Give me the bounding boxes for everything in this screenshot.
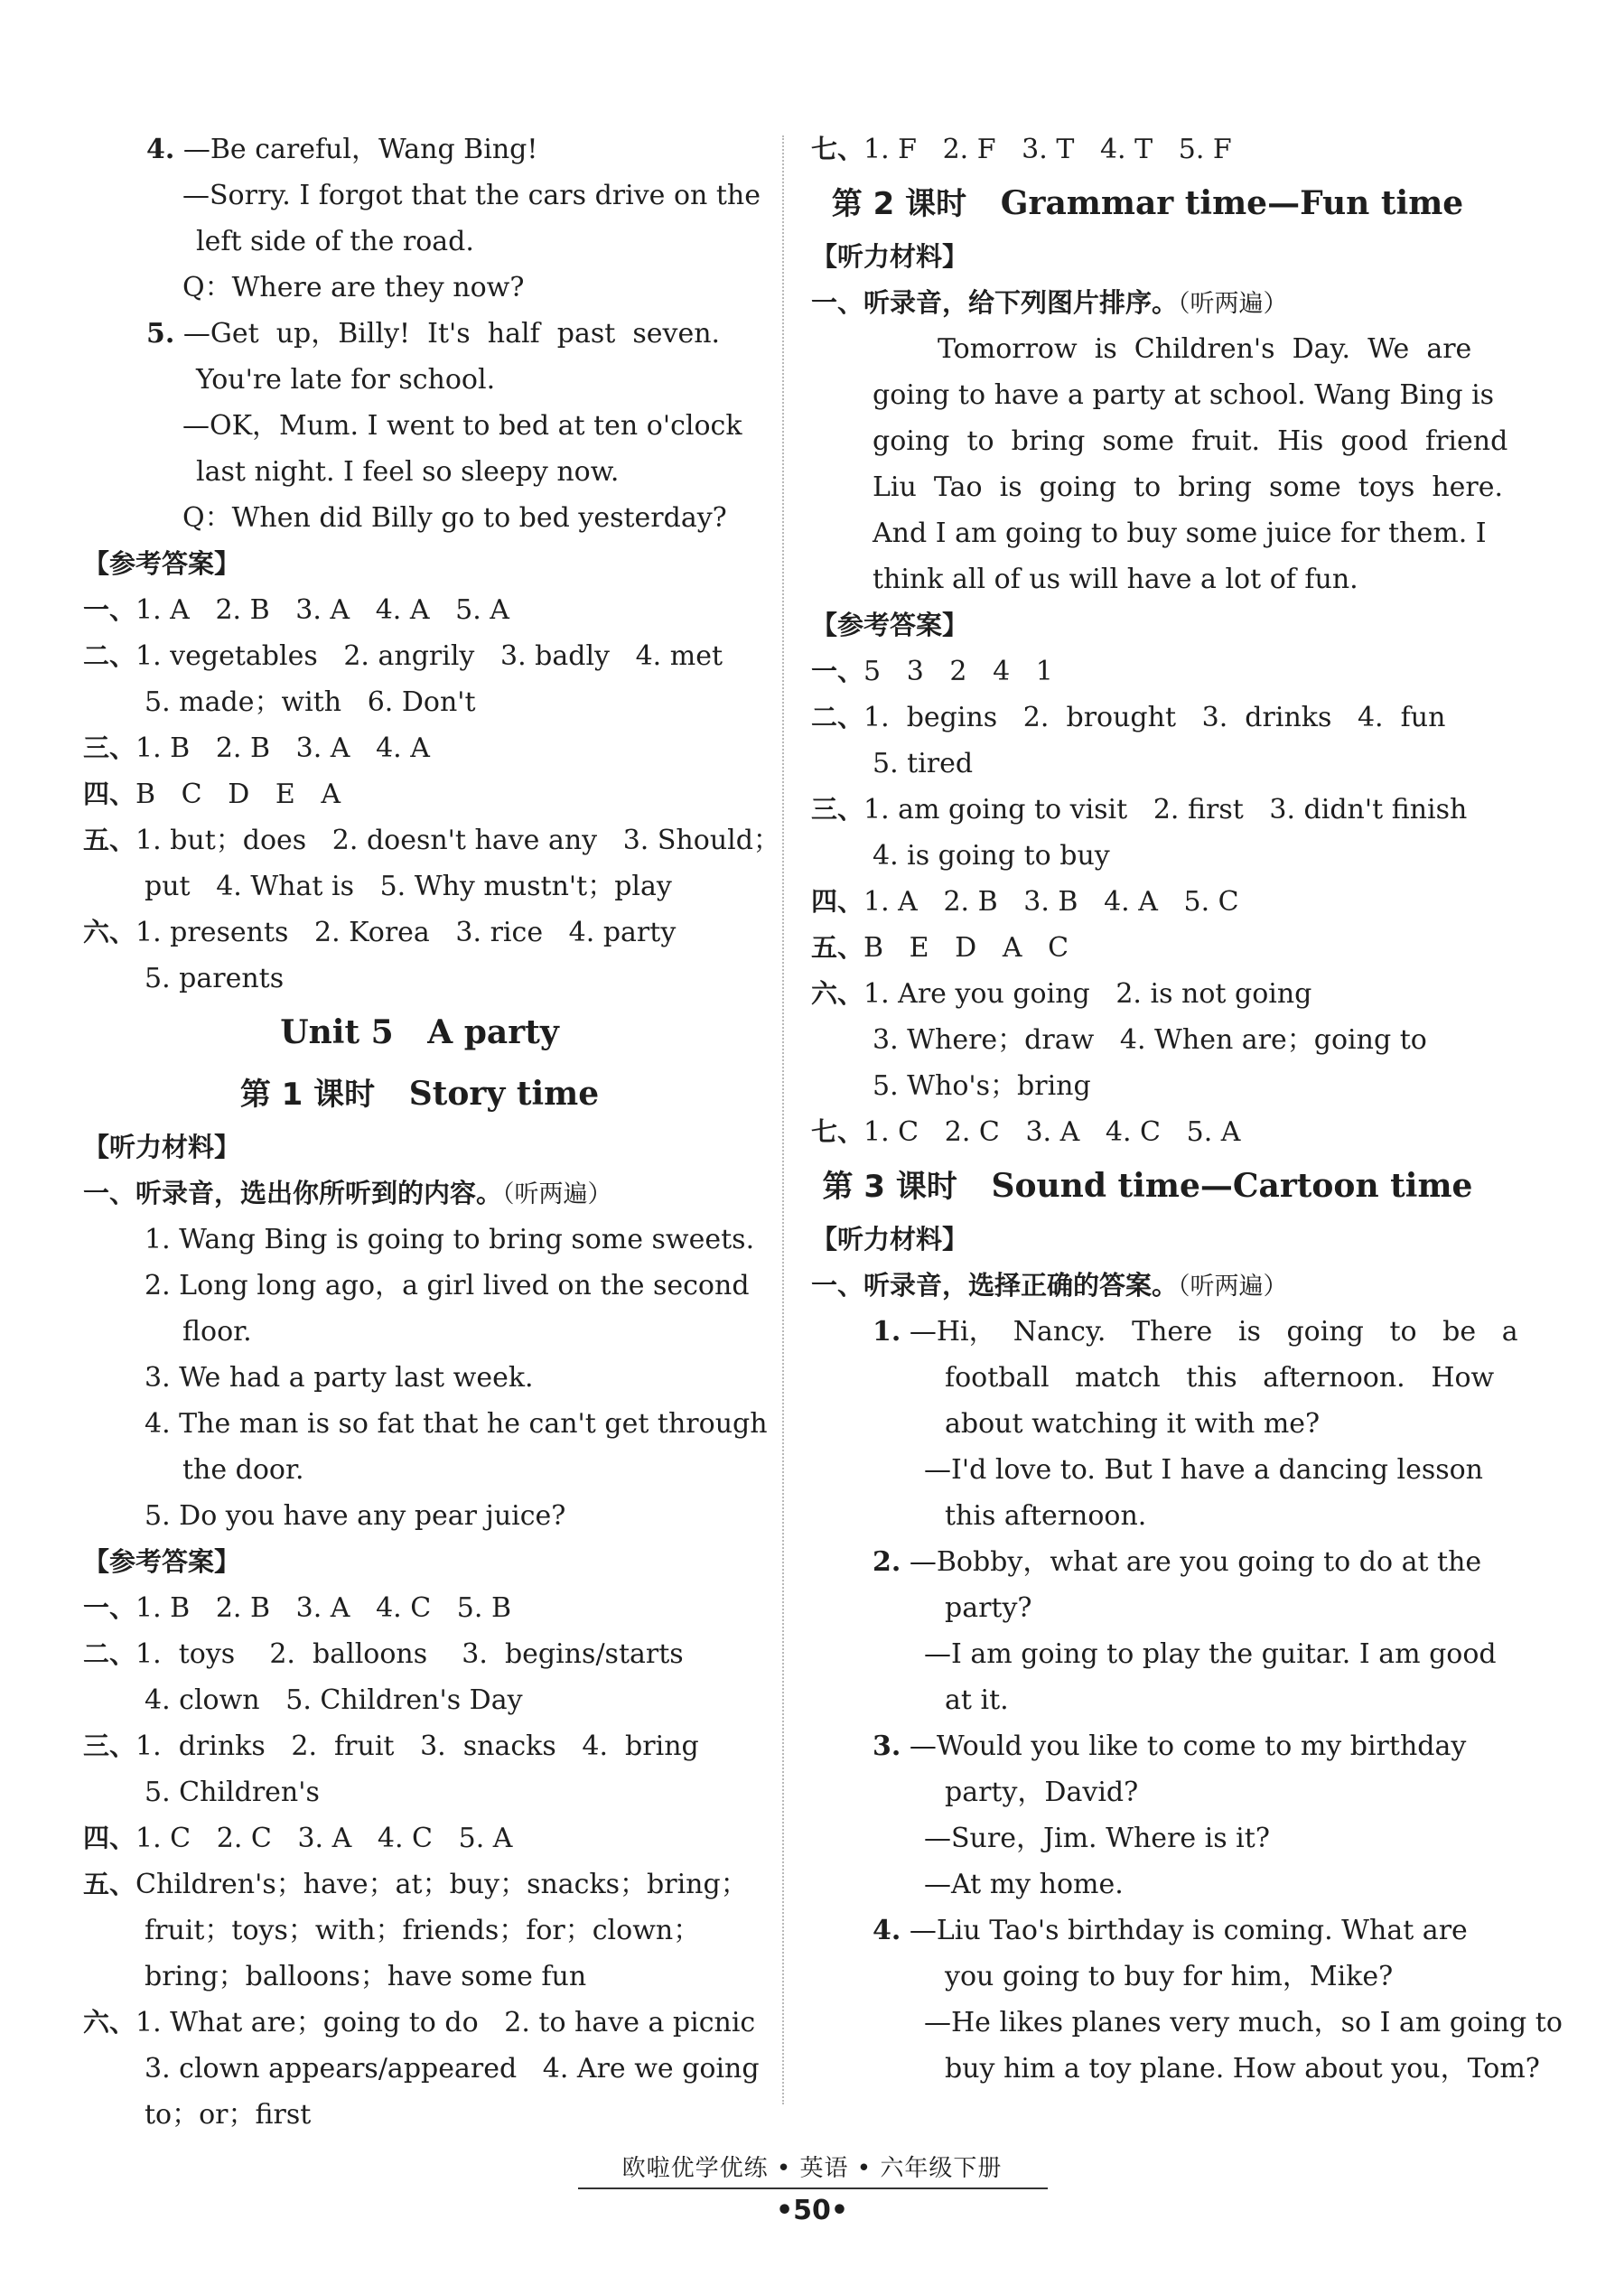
answer-row: 六、1. presents 2. Korea 3. rice 4. party	[83, 917, 677, 948]
answer-row: 七、1. F 2. F 3. T 4. T 5. F	[811, 134, 1232, 165]
listening-question: Q：When did Billy go to bed yesterday?	[182, 502, 727, 534]
listening-line: —I'd love to. But I have a dancing lesson	[924, 1454, 1483, 1486]
listening-item: 4. The man is so fat that he can't get through	[145, 1408, 768, 1440]
listening-instruction: 一、听录音，选择正确的答案。（听两遍）	[811, 1270, 1288, 1301]
answers-header: 【参考答案】	[811, 610, 969, 640]
listening-line: —Sure，Jim. Where is it?	[924, 1823, 1270, 1854]
answer-row: 六、1. Are you going 2. is not going	[811, 978, 1312, 1010]
listening-item: 3. We had a party last week.	[145, 1362, 534, 1394]
answer-row: 一、1. A 2. B 3. A 4. A 5. A	[83, 594, 509, 626]
listening-item-cont: floor.	[182, 1316, 252, 1348]
right-column	[811, 126, 1563, 2092]
lesson-title: 第 1 课时 Story time	[239, 1075, 600, 1113]
answer-row: 四、1. C 2. C 3. A 4. C 5. A	[83, 1823, 513, 1854]
listening-passage-line: think all of us will have a lot of fun.	[873, 564, 1358, 595]
answer-row-cont: 5. tired	[873, 748, 974, 779]
listening-item: 1. Wang Bing is going to bring some sweets.	[145, 1224, 755, 1255]
listening-line: You're late for school.	[196, 364, 496, 396]
listening-question: Q：Where are they now?	[182, 272, 525, 303]
listening-item-3: 3. —Would you like to come to my birthday	[873, 1730, 1467, 1762]
listening-instruction: 一、听录音，选出你所听到的内容。（听两遍）	[83, 1178, 612, 1208]
answer-row: 一、5 3 2 4 1	[811, 656, 1053, 687]
answer-row-cont: to；or；first	[145, 2099, 312, 2131]
answer-row: 二、1. begins 2. brought 3. drinks 4. fun	[811, 702, 1446, 733]
listening-item-4: 4. —Liu Tao's birthday is coming. What are	[873, 1915, 1468, 1946]
listening-header: 【听力材料】	[811, 241, 969, 272]
column-divider	[782, 135, 784, 2104]
answer-row: 四、B C D E A	[83, 779, 341, 810]
answer-row-cont: put 4. What is 5. Why mustn't；play	[145, 871, 672, 902]
listening-line: left side of the road.	[196, 226, 474, 257]
listening-item-2: 2. —Bobby，what are you going to do at the	[873, 1546, 1482, 1578]
listening-passage-line: Liu Tao is going to bring some toys here.	[873, 471, 1504, 503]
answer-row: 五、1. but；does 2. doesn't have any 3. Should；	[83, 825, 780, 856]
answer-row: 五、Children's；have；at；buy；snacks；bring；	[83, 1869, 748, 1900]
listening-line: —OK，Mum. I went to bed at ten o'clock	[182, 410, 742, 442]
page-number: •50•	[775, 2195, 849, 2226]
listening-item-4: 4. —Be careful，Wang Bing!	[146, 134, 538, 165]
unit-title: Unit 5 A party	[280, 1013, 559, 1051]
listening-line: last night. I feel so sleepy now.	[196, 456, 620, 488]
listening-item: 5. Do you have any pear juice?	[145, 1500, 566, 1532]
answer-row-cont: 3. clown appears/appeared 4. Are we going	[145, 2053, 760, 2085]
answer-row-cont: bring；balloons；have some fun	[145, 1961, 587, 1992]
answer-row: 七、1. C 2. C 3. A 4. C 5. A	[811, 1116, 1241, 1148]
answers-header: 【参考答案】	[83, 1546, 241, 1577]
answer-row-cont: 5. parents	[145, 963, 285, 994]
answer-row-cont: 3. Where；draw 4. When are；going to	[873, 1024, 1427, 1056]
answer-row: 三、1. drinks 2. fruit 3. snacks 4. bring	[83, 1730, 699, 1762]
listening-line: you going to buy for him，Mike?	[945, 1961, 1394, 1992]
answer-row-cont: fruit；toys；with；friends；for；clown；	[145, 1915, 701, 1946]
listening-item-5: 5. —Get up，Billy! It's half past seven.	[146, 318, 721, 350]
lesson-title: 第 2 课时 Grammar time—Fun time	[831, 184, 1464, 222]
answer-row: 六、1. What are；going to do 2. to have a picnic	[83, 2007, 756, 2038]
listening-item-1: 1. —Hi， Nancy. There is going to be a	[873, 1316, 1518, 1348]
listening-instruction: 一、听录音，给下列图片排序。（听两遍）	[811, 287, 1288, 318]
answer-row-cont: 5. Children's	[145, 1777, 320, 1808]
answers-header: 【参考答案】	[83, 548, 241, 579]
listening-line: football match this afternoon. How	[945, 1362, 1495, 1394]
left-column	[83, 126, 780, 2138]
listening-header: 【听力材料】	[811, 1224, 969, 1255]
answer-row-cont: 4. clown 5. Children's Day	[145, 1684, 523, 1716]
lesson-title: 第 3 课时 Sound time—Cartoon time	[822, 1167, 1473, 1205]
listening-line: buy him a toy plane. How about you，Tom?	[945, 2053, 1540, 2085]
answer-row: 五、B E D A C	[811, 932, 1069, 964]
answer-row: 一、1. B 2. B 3. A 4. C 5. B	[83, 1592, 512, 1624]
listening-line: —At my home.	[924, 1869, 1124, 1900]
listening-passage-line: And I am going to buy some juice for them. I	[873, 518, 1487, 549]
listening-passage-line: going to bring some fruit. His good friend	[873, 425, 1508, 457]
listening-line: party，David?	[945, 1777, 1139, 1808]
listening-line: about watching it with me?	[945, 1408, 1321, 1440]
answer-row: 三、1. B 2. B 3. A 4. A	[83, 732, 430, 764]
footer-rule	[578, 2187, 1048, 2189]
listening-passage-line: going to have a party at school. Wang Bing is	[873, 379, 1495, 411]
listening-item: 2. Long long ago，a girl lived on the second	[145, 1270, 750, 1301]
listening-line: —Sorry. I forgot that the cars drive on the	[182, 180, 761, 211]
listening-line: —He likes planes very much，so I am going to	[924, 2007, 1563, 2038]
answer-row: 三、1. am going to visit 2. first 3. didn't finish	[811, 794, 1468, 826]
answer-row: 二、1. toys 2. balloons 3. begins/starts	[83, 1638, 684, 1670]
listening-line: —I am going to play the guitar. I am good	[924, 1638, 1497, 1670]
listening-item-cont: the door.	[182, 1454, 304, 1486]
answer-row: 二、1. vegetables 2. angrily 3. badly 4. met	[83, 640, 723, 672]
answer-row-cont: 5. made；with 6. Don't	[145, 686, 476, 718]
listening-header: 【听力材料】	[83, 1132, 241, 1162]
listening-line: at it.	[945, 1684, 1009, 1716]
answer-row-cont: 5. Who's；bring	[873, 1070, 1091, 1102]
answer-row: 四、1. A 2. B 3. B 4. A 5. C	[811, 886, 1239, 918]
footer-book-title: 欧啦优学优练 • 英语 • 六年级下册	[621, 2155, 1003, 2182]
listening-passage-line: Tomorrow is Children's Day. We are	[938, 333, 1472, 365]
listening-line: party?	[945, 1592, 1032, 1624]
answer-row-cont: 4. is going to buy	[873, 840, 1110, 872]
listening-line: this afternoon.	[945, 1500, 1147, 1532]
